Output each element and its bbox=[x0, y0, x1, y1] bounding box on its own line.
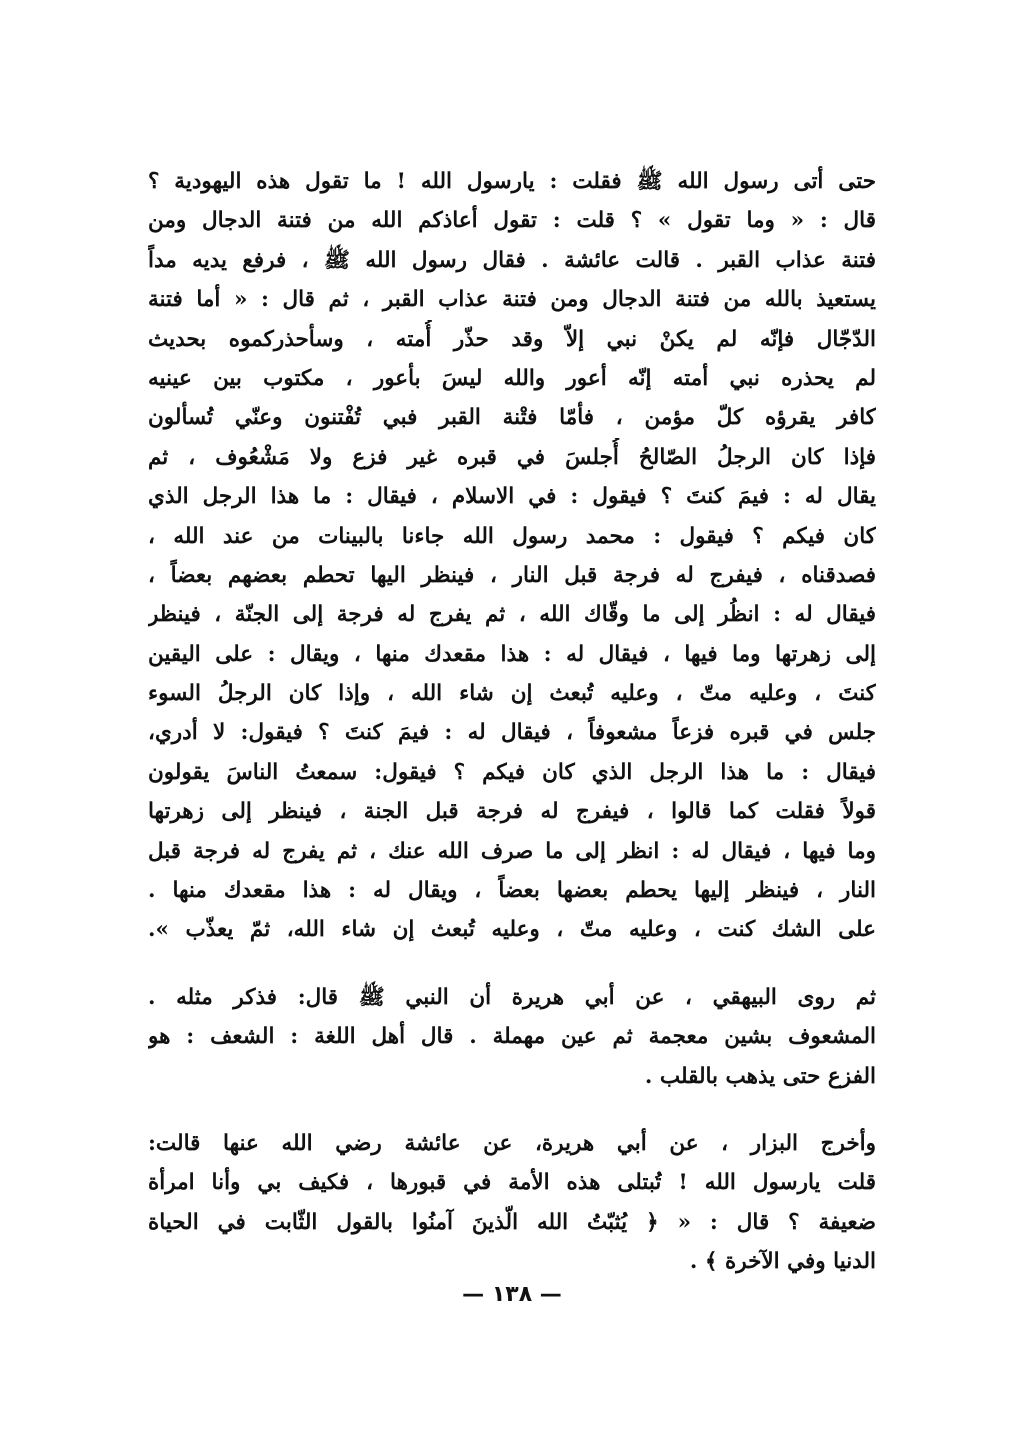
page-number: — ١٣٨ — bbox=[462, 1282, 562, 1307]
text-line: كان فيكم ؟ فيقول : محمد رسول الله جاءنا بالبينات من عند الله ، bbox=[148, 523, 876, 549]
text-line: قلت يارسول الله ! تُبتلى هذه الأمة في قبورها ، فكيف بي وأنا امرأة bbox=[148, 1170, 876, 1196]
text-line: فصدقناه ، فيفرج له فرجة قبل النار ، فينظر اليها تحطم بعضهم بعضاً ، bbox=[148, 562, 876, 588]
text-line: فإذا كان الرجلُ الصّالحُ أُجلسَ في قبره غير فزع ولا مَشْعُوف ، ثم bbox=[148, 444, 876, 470]
text-line: فيقال له : انظُر إلى ما وقّاك الله ، ثم يفرج له فرجة إلى الجنّة ، فينظر bbox=[148, 602, 876, 628]
text-line: على الشك كنت ، وعليه متّ ، وعليه تُبعث إن شاء الله، ثمّ يعذّب ». bbox=[148, 917, 876, 943]
text-line: فتنة عذاب القبر . قالت عائشة . فقال رسول الله ﷺ ، فرفع يديه مداً bbox=[148, 247, 876, 273]
text-line: لم يحذره نبي أمته إنّه أعور والله ليسَ بأعور ، مكتوب بين عينيه bbox=[148, 365, 876, 391]
text-line: وما فيها ، فيقال له : انظر إلى ما صرف الله عنك ، ثم يفرج له فرجة قبل bbox=[148, 838, 876, 864]
text-line: إلى زهرتها وما فيها ، فيقال له : هذا مقعدك منها ، ويقال : على اليقين bbox=[148, 641, 876, 667]
text-line: قال : « وما تقول » ؟ قلت : تقول أعاذكم الله من فتنة الدجال ومن bbox=[148, 208, 876, 234]
text-line: الفزع حتى يذهب بالقلب . bbox=[644, 1063, 876, 1089]
text-line: ثم روى البيهقي ، عن أبي هريرة أن النبي ﷺ قال: فذكر مثله . bbox=[148, 984, 876, 1010]
paragraph-hadith-dajjal bbox=[148, 162, 876, 950]
text-line: ضعيفة ؟ قال : « ﴿ يُثبّتُ الله الّذينَ آمنُوا بالقول الثّابت في الحياة bbox=[148, 1209, 876, 1235]
text-line: قولاً فقلت كما قالوا ، فيفرج له فرجة قبل الجنة ، فينظر إلى زهرتها bbox=[148, 799, 876, 825]
paragraph-bazzar bbox=[148, 1124, 876, 1282]
page-body bbox=[148, 162, 876, 1282]
text-line: الدنيا وفي الآخرة ﴾ . bbox=[689, 1249, 876, 1275]
text-line: يستعيذ بالله من فتنة الدجال ومن فتنة عذاب القبر ، ثم قال : « أما فتنة bbox=[148, 287, 876, 313]
paragraph-bayhaqi bbox=[148, 978, 876, 1096]
text-line: كافر يقرؤه كلّ مؤمن ، فأمّا فتْنة القبر فبي تُفْتنون وعنّي تُسألون bbox=[148, 405, 876, 431]
text-line: المشعوف بشين معجمة ثم عين مهملة . قال أهل اللغة : الشعف : هو bbox=[148, 1024, 876, 1050]
text-line: النار ، فينظر إليها يحطم بعضها بعضاً ، ويقال له : هذا مقعدك منها . bbox=[148, 878, 876, 904]
text-line: وأخرج البزار ، عن أبي هريرة، عن عائشة رضي الله عنها قالت: bbox=[148, 1130, 876, 1156]
text-line: حتى أتى رسول الله ﷺ فقلت : يارسول الله ! ما تقول هذه اليهودية ؟ bbox=[148, 169, 876, 194]
text-line: كنتَ ، وعليه متّ ، وعليه تُبعث إن شاء الله ، وإذا كان الرجلُ السوء bbox=[148, 681, 876, 707]
text-line: جلس في قبره فزعاً مشعوفاً ، فيقال له : فيمَ كنتَ ؟ فيقول: لا أدري، bbox=[148, 720, 876, 746]
text-line: الدّجّال فإنّه لم يكنْ نبي إلاّ وقد حذّر أُمته ، وسأحذركموه بحديث bbox=[148, 326, 876, 352]
text-line: يقال له : فيمَ كنتَ ؟ فيقول : في الاسلام ، فيقال : ما هذا الرجل الذي bbox=[148, 484, 876, 510]
text-line: فيقال : ما هذا الرجل الذي كان فيكم ؟ فيقول: سمعتُ الناسَ يقولون bbox=[148, 759, 876, 785]
